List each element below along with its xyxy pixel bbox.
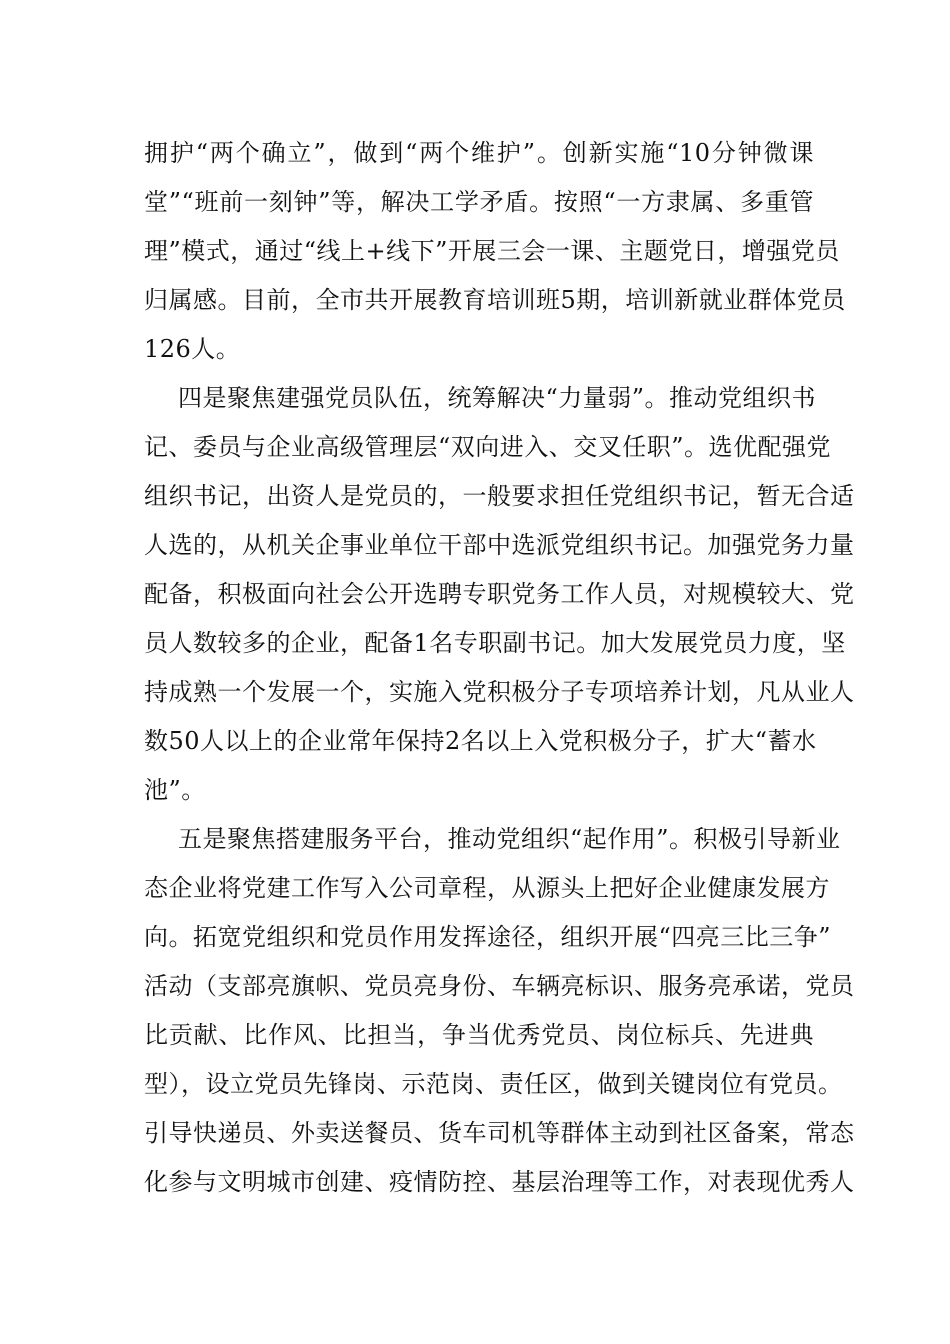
text-line: 引导快递员、外卖送餐员、货车司机等群体主动到社区备案，常态	[144, 1119, 855, 1147]
text-line: 堂”“班前一刻钟”等，解决工学矛盾。按照“一方隶属、多重管	[144, 188, 814, 216]
text-line: 人选的，从机关企事业单位干部中选派党组织书记。加强党务力量	[144, 531, 855, 559]
text-line: 持成熟一个发展一个，实施入党积极分子专项培养计划，凡从业人	[144, 678, 855, 706]
text-line: 池”。	[144, 776, 206, 804]
text-line: 126人。	[144, 335, 241, 363]
text-line: 型），设立党员先锋岗、示范岗、责任区，做到关键岗位有党员。	[144, 1070, 843, 1098]
text-line: 理”模式，通过“线上+线下”开展三会一课、主题党日，增强党员	[144, 237, 840, 265]
text-line: 配备，积极面向社会公开选聘专职党务工作人员，对规模较大、党	[144, 580, 855, 608]
paragraph-start-line: 四是聚焦建强党员队伍，统筹解决“力量弱”。推动党组织书	[178, 384, 817, 412]
text-line: 活动（支部亮旗帜、党员亮身份、车辆亮标识、服务亮承诺，党员	[144, 972, 855, 1000]
text-line: 态企业将党建工作写入公司章程，从源头上把好企业健康发展方	[144, 874, 830, 902]
text-line: 向。拓宽党组织和党员作用发挥途径，组织开展“四亮三比三争”	[144, 923, 832, 951]
text-line: 归属感。目前，全市共开展教育培训班5期，培训新就业群体党员	[144, 286, 846, 314]
text-line: 化参与文明城市创建、疫情防控、基层治理等工作，对表现优秀人	[144, 1168, 855, 1196]
text-line: 记、委员与企业高级管理层“双向进入、交叉任职”。选优配强党	[144, 433, 832, 461]
text-line: 比贡献、比作风、比担当，争当优秀党员、岗位标兵、先进典	[144, 1021, 814, 1049]
text-line: 数50人以上的企业常年保持2名以上入党积极分子，扩大“蓄水	[144, 727, 817, 755]
text-line: 员人数较多的企业，配备1名专职副书记。加大发展党员力度，坚	[144, 629, 846, 657]
text-line: 组织书记，出资人是党员的，一般要求担任党组织书记，暂无合适	[144, 482, 855, 510]
text-line: 拥护“两个确立”，做到“两个维护”。创新实施“10分钟微课	[144, 139, 814, 167]
paragraph-start-line: 五是聚焦搭建服务平台，推动党组织“起作用”。积极引导新业	[178, 825, 841, 853]
